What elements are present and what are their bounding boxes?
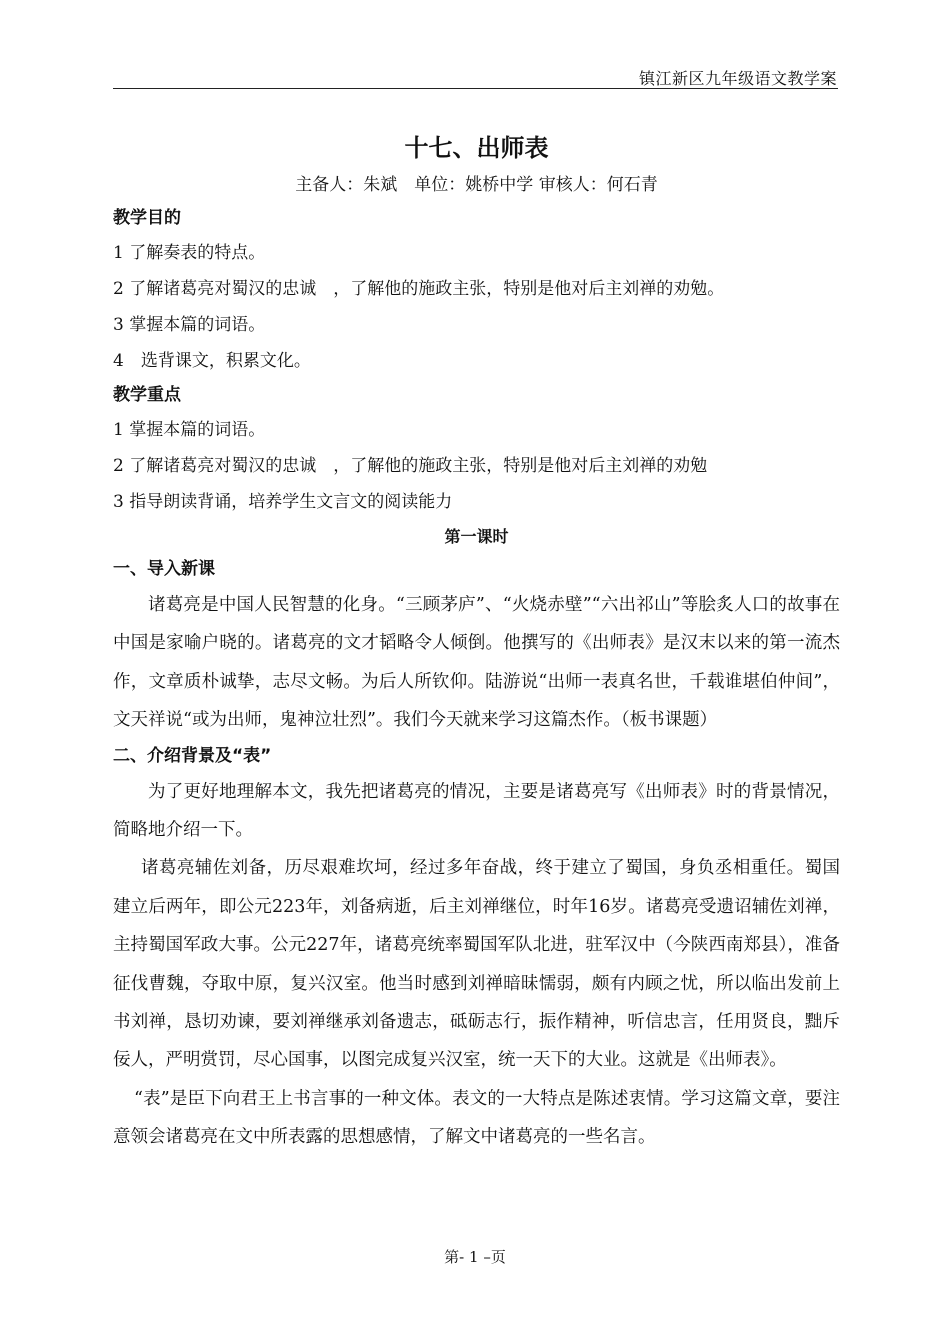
objective-item: 4 选背课文，积累文化。 — [113, 351, 311, 371]
header-divider — [113, 88, 838, 89]
key-points-heading: 教学重点 — [113, 385, 181, 405]
objectives-heading: 教学目的 — [113, 208, 181, 228]
key-point-item: 1 掌握本篇的词语。 — [113, 420, 266, 440]
key-point-item: 2 了解诸葛亮对蜀汉的忠诚 ，了解他的施政主张，特别是他对后主刘禅的劝勉 — [113, 456, 708, 476]
page-number: 第- 1 –页 — [444, 1248, 506, 1266]
page-content — [113, 130, 840, 1157]
background-paragraph: 为了更好地理解本文，我先把诸葛亮的情况，主要是诸葛亮写《出师表》时的背景情况，简略地介绍一下。 — [113, 781, 840, 841]
running-header: 镇江新区九年级语文教学案 — [638, 69, 837, 88]
background-paragraph: “表”是臣下向君王上书言事的一种文体。表文的一大特点是陈述衷情。学习这篇文章，要注意领会诸葛亮在文中所表露的思想感情，了解文中诸葛亮的一些名言。 — [113, 1088, 840, 1148]
section-heading-intro: 一、导入新课 — [113, 559, 215, 579]
background-paragraph: 诸葛亮辅佐刘备，历尽艰难坎坷，经过多年奋战，终于建立了蜀国，身负丞相重任。蜀国建立后两年，即公元223年，刘备病逝，后主刘禅继位，时年16岁。诸葛亮受遗诏辅佐刘禅，主持蜀国军政大事。公元227年，诸葛亮统率蜀国军队北进，驻军汉中（今陕西南郑县），准备征伐曹魏，夺取中原，复兴汉室。他当时感到刘禅暗昧懦弱，颇有内顾之忧，所以临出发前上书刘禅，恳切劝谏，要刘禅继承刘备遗志，砥砺志行，振作精神，听信忠言，任用贤良，黜斥佞人，严明赏罚，尽心国事，以图完成复兴汉室，统一天下的大业。这就是《出师表》。 — [113, 858, 840, 1071]
objective-item: 1 了解奏表的特点。 — [113, 243, 266, 263]
intro-paragraph: 诸葛亮是中国人民智慧的化身。“三顾茅庐”、“火烧赤壁”“六出祁山”等脍炙人口的故事在中国是家喻户晓的。诸葛亮的文才韬略令人倾倒。他撰写的《出师表》是汉末以来的第一流杰作，文章质朴诚挚，志尽文畅。为后人所钦仰。陆游说“出师一表真名世，千载谁堪伯仲间”，文天祥说“或为出师，鬼神泣壮烈”。我们今天就来学习这篇杰作。（板书课题） — [113, 595, 840, 731]
objective-item: 3 掌握本篇的词语。 — [113, 315, 266, 335]
document-title: 十七、出师表 — [404, 134, 549, 162]
lesson-label: 第一课时 — [444, 527, 509, 546]
section-heading-background: 二、介绍背景及“表” — [113, 745, 272, 766]
objective-item: 2 了解诸葛亮对蜀汉的忠诚 ，了解他的施政主张，特别是他对后主刘禅的劝勉。 — [113, 279, 725, 299]
key-point-item: 3 指导朗读背诵，培养学生文言文的阅读能力 — [113, 492, 453, 512]
author-byline: 主备人：朱斌 单位：姚桥中学 审核人：何石青 — [295, 175, 658, 195]
